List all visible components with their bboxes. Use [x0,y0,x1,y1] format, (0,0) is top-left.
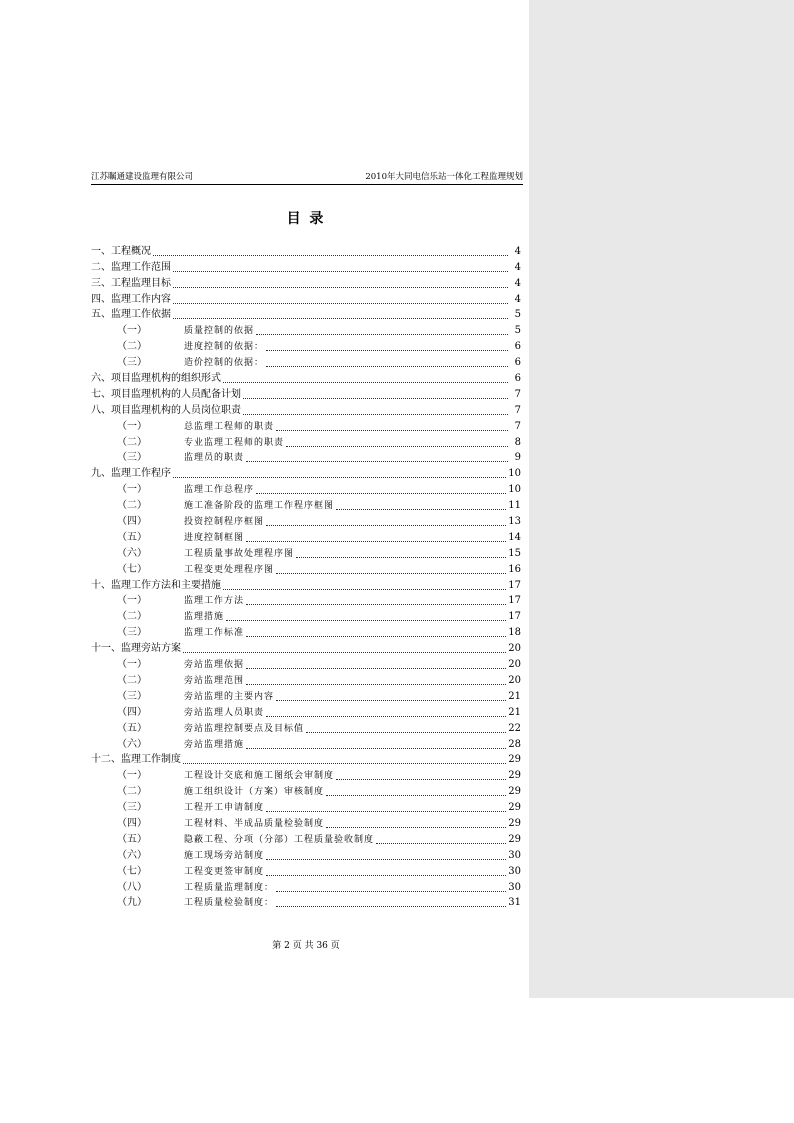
toc-leader-dots [336,779,506,780]
toc-leader-dots [276,430,508,431]
toc-leader-dots [266,525,506,526]
toc-leader-dots [223,382,508,383]
toc-entry-number: （二） [117,786,147,798]
toc-entry-page: 4 [514,293,521,305]
toc-entry-number: （九） [117,897,147,909]
toc-entry[interactable] [91,782,521,798]
toc-leader-dots [183,763,506,764]
toc-leader-dots [173,318,508,319]
toc-entry[interactable] [91,258,521,274]
toc-leader-dots [306,732,506,733]
toc-leader-dots [173,477,506,478]
toc-entry-page: 29 [508,802,521,814]
toc-entry[interactable] [91,814,521,830]
toc-entry-page: 7 [514,404,521,416]
toc-entry-page: 21 [508,706,521,718]
toc-entry-page: 9 [514,452,521,464]
toc-leader-dots [173,303,508,304]
toc-leader-dots [246,748,506,749]
toc-entry-page: 11 [508,500,521,512]
toc-entry-page: 18 [508,627,521,639]
toc-entry[interactable] [91,623,521,639]
page-header [91,171,523,185]
toc-entry-label: 旁站监理的主要内容 [184,691,275,702]
toc-entry[interactable] [91,798,521,814]
toc-entry-number: （一） [117,325,147,337]
toc-entry-number: （三） [117,627,147,639]
toc-leader-dots [276,906,506,907]
toc-entry-page: 6 [514,373,521,385]
toc-leader-dots [286,446,508,447]
toc-entry-label: 进度控制的依据： [184,342,265,353]
toc-entry-label: 隐蔽工程、分项（分部）工程质量验收制度 [184,834,375,845]
toc-entry-page: 17 [508,611,521,623]
toc-entry-number: （二） [117,436,147,448]
toc-leader-dots [246,604,506,605]
toc-entry-number: （三） [117,357,147,369]
toc-entry-label: 施工现场旁站制度 [184,850,265,861]
toc-entry[interactable] [91,401,521,417]
toc-entry-label: 监理员的职责 [184,453,245,464]
toc-entry-label: 旁站监理依据 [184,660,245,671]
comment-pane [529,0,794,998]
toc-entry[interactable] [91,449,521,465]
toc-entry-page: 4 [514,277,521,289]
toc-entry-label: 四、监理工作内容 [91,293,171,305]
toc-entry-page: 5 [514,325,521,337]
toc-leader-dots [266,875,506,876]
toc-entry-page: 28 [508,738,521,750]
toc-entry[interactable] [91,719,521,735]
toc-entry[interactable] [91,290,521,306]
toc-entry[interactable] [91,274,521,290]
toc-entry-number: （三） [117,690,147,702]
toc-entry-page: 5 [514,309,521,321]
toc-leader-dots [276,700,506,701]
toc-entry-number: （二） [117,341,147,353]
toc-entry-page: 29 [508,817,521,829]
toc-entry-label: 工程变更处理程序图 [184,564,275,575]
toc-entry-number: （八） [117,881,147,893]
toc-entry[interactable] [91,353,521,369]
toc-entry[interactable] [91,242,521,258]
toc-entry-page: 17 [508,595,521,607]
toc-entry-label: 施工准备阶段的监理工作程序框图 [184,501,335,512]
toc-entry[interactable] [91,878,521,894]
toc-leader-dots [266,366,508,367]
toc-entry[interactable] [91,528,521,544]
toc-entry-label: 工程质量监理制度： [184,882,275,893]
toc-entry-number: （二） [117,500,147,512]
toc-entry-number: （七） [117,865,147,877]
toc-entry[interactable] [91,321,521,337]
toc-entry-page: 29 [508,770,521,782]
toc-entry-page: 20 [508,659,521,671]
toc-entry-page: 20 [508,643,521,655]
toc-leader-dots [243,414,508,415]
toc-entry[interactable] [91,464,521,480]
toc-entry-label: 旁站监理控制要点及目标值 [184,723,305,734]
toc-entry-page: 21 [508,690,521,702]
toc-entry[interactable] [91,894,521,910]
toc-entry-number: （二） [117,611,147,623]
footer-current-page: 2 [284,941,290,951]
toc-entry-label: 旁站监理措施 [184,739,245,750]
toc-entry-label: 八、项目监理机构的人员岗位职责 [91,404,241,416]
toc-entry-label: 施工组织设计（方案）审核制度 [184,787,325,798]
toc-entry-page: 29 [508,754,521,766]
toc-leader-dots [336,509,506,510]
toc-entry-page: 10 [508,484,521,496]
toc-entry-label: 十一、监理旁站方案 [91,643,181,655]
toc-entry[interactable] [91,639,521,655]
toc-entry-label: 九、监理工作程序 [91,468,171,480]
toc-leader-dots [276,891,506,892]
toc-entry-label: 质量控制的依据 [184,326,255,337]
toc-entry-label: 工程设计交底和施工图纸会审制度 [184,771,335,782]
toc-entry[interactable] [91,417,521,433]
toc-entry-page: 13 [508,516,521,528]
page-footer [0,938,612,951]
toc-entry[interactable] [91,433,521,449]
toc-entry-label: 工程变更签审制度 [184,866,265,877]
toc-leader-dots [376,843,506,844]
toc-entry-page: 17 [508,579,521,591]
toc-entry-label: 一、工程概况 [91,245,151,257]
toc-entry-page: 6 [514,357,521,369]
toc-leader-dots [246,636,506,637]
toc-entry-label: 监理措施 [184,612,225,623]
toc-entry[interactable] [91,751,521,767]
toc-entry[interactable] [91,735,521,751]
toc-entry-page: 14 [508,531,521,543]
toc-leader-dots [266,811,506,812]
toc-entry-number: （一） [117,659,147,671]
toc-entry[interactable] [91,306,521,322]
toc-entry-number: （三） [117,802,147,814]
toc-entry-page: 31 [508,897,521,909]
toc-entry[interactable] [91,766,521,782]
toc-entry-page: 30 [508,881,521,893]
toc-leader-dots [266,859,506,860]
toc-entry[interactable] [91,830,521,846]
toc-leader-dots [226,620,506,621]
toc-entry-label: 十二、监理工作制度 [91,754,181,766]
toc-entry[interactable] [91,480,521,496]
toc-entry-label: 工程质量事故处理程序图 [184,548,295,559]
toc-entry[interactable] [91,687,521,703]
toc-leader-dots [246,541,506,542]
toc-entry-number: （五） [117,833,147,845]
toc-entry-page: 4 [514,245,521,257]
toc-entry-label: 十、监理工作方法和主要措施 [91,579,221,591]
toc-entry-label: 七、项目监理机构的人员配备计划 [91,388,241,400]
footer-prefix: 第 [272,941,282,951]
toc-leader-dots [266,350,508,351]
toc-entry-label: 五、监理工作依据 [91,309,171,321]
toc-entry-page: 6 [514,341,521,353]
toc-entry-number: （六） [117,547,147,559]
toc-entry-number: （六） [117,738,147,750]
footer-suffix: 页 [330,941,340,951]
toc-leader-dots [173,271,508,272]
toc-entry[interactable] [91,703,521,719]
toc-entry[interactable] [91,385,521,401]
toc-entry-page: 22 [508,722,521,734]
toc-entry-page: 7 [514,388,521,400]
toc-entry-number: （一） [117,420,147,432]
toc-entry-number: （二） [117,674,147,686]
toc-leader-dots [153,255,508,256]
toc-entry[interactable] [91,592,521,608]
toc-entry-page: 10 [508,468,521,480]
toc-entry[interactable] [91,607,521,623]
toc-entry-number: （一） [117,595,147,607]
toc-entry-number: （三） [117,452,147,464]
toc-entry[interactable] [91,369,521,385]
toc-entry[interactable] [91,496,521,512]
toc-entry-page: 16 [508,563,521,575]
toc-entry[interactable] [91,862,521,878]
toc-entry-label: 工程质量检验制度： [184,898,275,909]
toc-entry-label: 工程开工申请制度 [184,803,265,814]
toc-leader-dots [173,287,508,288]
toc-entry-number: （四） [117,516,147,528]
toc-entry-page: 8 [514,436,521,448]
toc-entry-label: 投资控制程序框图 [184,517,265,528]
toc-entry-label: 进度控制框图 [184,532,245,543]
toc-entry-label: 旁站监理人员职责 [184,707,265,718]
toc-entry-label: 工程材料、半成品质量检验制度 [184,818,325,829]
toc-entry[interactable] [91,337,521,353]
toc-entry-number: （一） [117,484,147,496]
toc-leader-dots [276,573,506,574]
toc-entry-page: 29 [508,833,521,845]
toc-entry-page: 29 [508,786,521,798]
toc-entry-label: 造价控制的依据： [184,358,265,369]
toc-entry-page: 4 [514,261,521,273]
toc-entry[interactable] [91,512,521,528]
toc-entry-number: （四） [117,817,147,829]
header-doc-title: 2010年大同电信乐站一体化工程监理规划 [365,172,523,182]
toc-entry-page: 7 [514,420,521,432]
toc-entry[interactable] [91,655,521,671]
toc-entry-number: （五） [117,722,147,734]
toc-entry-page: 30 [508,849,521,861]
toc-entry-label: 监理工作总程序 [184,485,255,496]
toc-leader-dots [256,493,506,494]
footer-middle: 页 共 [292,941,314,951]
toc-entry-label: 六、项目监理机构的组织形式 [91,373,221,385]
toc-leader-dots [246,668,506,669]
toc-entry-label: 总监理工程师的职责 [184,421,275,432]
toc-leader-dots [223,589,506,590]
toc-entry-label: 旁站监理范围 [184,675,245,686]
toc-leader-dots [326,795,506,796]
toc-title: 目 录 [286,211,326,227]
toc-leader-dots [266,716,506,717]
toc-entry-page: 30 [508,865,521,877]
footer-total-pages: 36 [316,941,328,951]
toc-entry[interactable] [91,671,521,687]
table-of-contents [91,242,521,909]
toc-entry-number: （一） [117,770,147,782]
toc-leader-dots [243,398,508,399]
toc-entry-label: 二、监理工作范围 [91,261,171,273]
toc-entry-number: （四） [117,706,147,718]
toc-leader-dots [296,557,506,558]
toc-entry[interactable] [91,560,521,576]
header-company: 江苏瞩通建设监理有限公司 [91,172,194,182]
toc-entry-page: 15 [508,547,521,559]
toc-entry-label: 专业监理工程师的职责 [184,437,285,448]
toc-leader-dots [256,334,508,335]
toc-entry[interactable] [91,576,521,592]
toc-entry-number: （六） [117,849,147,861]
toc-entry[interactable] [91,544,521,560]
toc-leader-dots [326,827,506,828]
toc-leader-dots [246,684,506,685]
toc-leader-dots [246,461,508,462]
toc-entry-label: 监理工作方法 [184,596,245,607]
toc-entry[interactable] [91,846,521,862]
toc-entry-label: 三、工程监理目标 [91,277,171,289]
toc-leader-dots [183,652,506,653]
toc-entry-label: 监理工作标准 [184,628,245,639]
toc-entry-number: （五） [117,531,147,543]
toc-entry-page: 20 [508,674,521,686]
toc-entry-number: （七） [117,563,147,575]
